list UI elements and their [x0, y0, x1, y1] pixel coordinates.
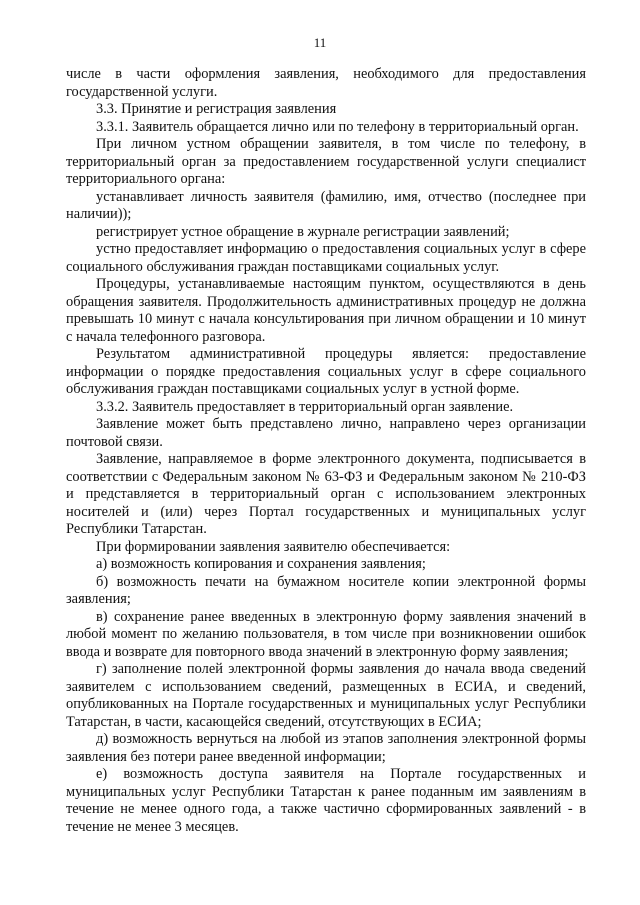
paragraph: устно предоставляет информацию о предоставления социальных услуг в сфере социального обслуживания граждан поставщиками социальных услуг. — [66, 241, 586, 275]
paragraph: Результатом административной процедуры является: предоставление информации о порядке предоставления социальных услуг в сфере социального обслуживания граждан поставщиками социальных услуг в устной форме. — [66, 346, 586, 397]
list-item: д) возможность вернуться на любой из этапов заполнения электронной формы заявления без потери ранее введенной информации; — [66, 731, 586, 765]
list-item: г) заполнение полей электронной формы заявления до начала ввода сведений заявителем с использованием сведений, размещенных в ЕСИА, и сведений, опубликованных на Портале государственных и муниципальных услуг Республики Татарстан, в части, касающейся сведений, отсутствующих в ЕСИА; — [66, 661, 586, 730]
paragraph: При формировании заявления заявителю обеспечивается: — [96, 538, 451, 555]
paragraph: числе в части оформления заявления, необходимого для предоставления государственной услуги. — [66, 66, 586, 100]
section-heading: 3.3. Принятие и регистрация заявления — [96, 101, 337, 117]
paragraph: Заявление может быть представлено лично, направлено через организации почтовой связи. — [66, 416, 586, 450]
paragraph: устанавливает личность заявителя (фамилию, имя, отчество (последнее при наличии)); — [66, 188, 586, 222]
paragraph: Процедуры, устанавливаемые настоящим пунктом, осуществляются в день обращения заявителя. Продолжительность административных процедур не должна превышать 10 минут с начала консультирования при личном обращении и 10 минут с начала телефонного разговора. — [66, 276, 586, 345]
list-item: е) возможность доступа заявителя на Портале государственных и муниципальных услуг Республики Татарстан к ранее поданным им заявлениям в течение не менее одного года, а также частично сформированных заявлений - в течение не менее 3 месяцев. — [66, 766, 586, 835]
list-item: б) возможность печати на бумажном носителе копии электронной формы заявления; — [66, 573, 586, 607]
list-item: в) сохранение ранее введенных в электронную форму заявления значений в любой момент по желанию пользователя, в том числе при возникновении ошибок ввода и возврате для повторного ввода значений в электронную форму заявления; — [66, 608, 586, 660]
paragraph: При личном устном обращении заявителя, в том числе по телефону, в территориальный орган за предоставлением государственной услуги специалист территориального органа: — [66, 136, 586, 187]
list-item: а) возможность копирования и сохранения заявления; — [96, 556, 426, 572]
paragraph: регистрирует устное обращение в журнале регистрации заявлений; — [96, 223, 510, 240]
document-body — [66, 66, 586, 836]
paragraph: 3.3.2. Заявитель предоставляет в территориальный орган заявление. — [96, 398, 514, 415]
paragraph: 3.3.1. Заявитель обращается лично или по телефону в территориальный орган. — [96, 118, 579, 135]
paragraph: Заявление, направляемое в форме электронного документа, подписывается в соответствии с Федеральным законом № 63-ФЗ и Федеральным законом № 210-ФЗ и представляется в территориальный орган с использованием электронных носителей и (или) через Портал государственных и муниципальных услуг Республики Татарстан. — [66, 451, 586, 537]
page-number: 11 — [313, 35, 327, 50]
